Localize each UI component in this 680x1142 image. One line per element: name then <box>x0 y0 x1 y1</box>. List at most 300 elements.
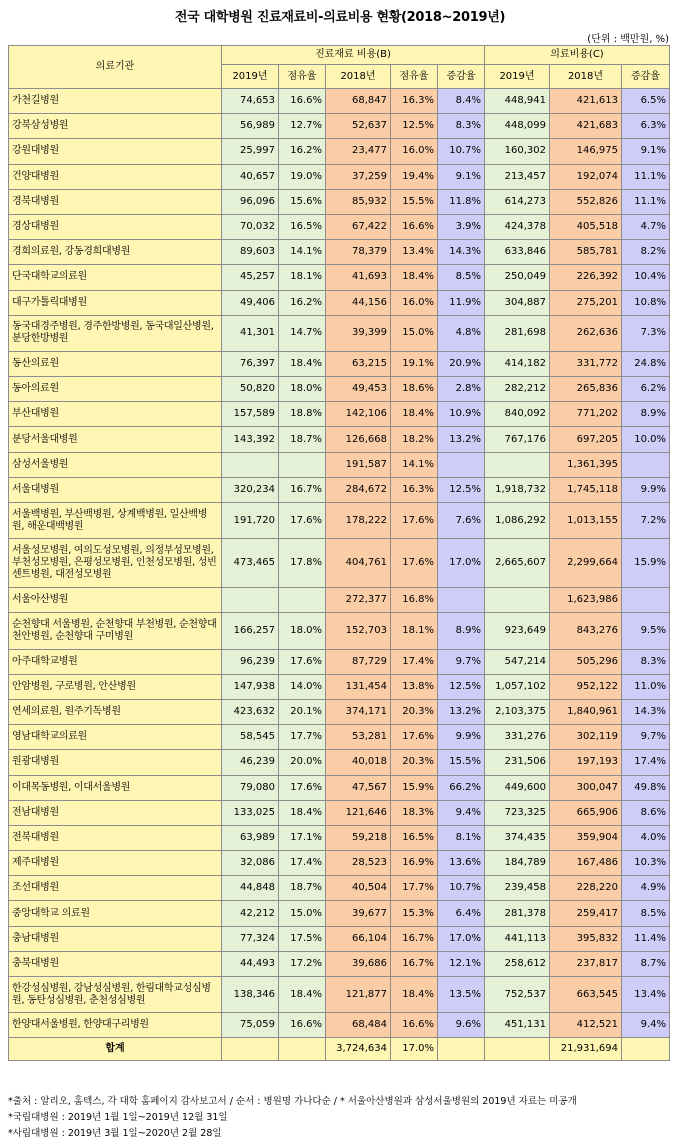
cell-cg: 10.0% <box>622 427 670 452</box>
cell-bg <box>438 588 485 613</box>
cell-b2018: 78,379 <box>326 240 391 265</box>
cell-s2019: 17.6% <box>279 775 326 800</box>
table-row <box>9 452 670 477</box>
cell-bg: 8.1% <box>438 825 485 850</box>
cell-s2018: 13.8% <box>391 674 438 699</box>
cell-s2019: 18.8% <box>279 402 326 427</box>
cell-c2019: 2,103,375 <box>485 699 550 724</box>
table-row <box>9 825 670 850</box>
cell-bg: 14.3% <box>438 240 485 265</box>
cell-c2019: 448,941 <box>485 89 550 114</box>
footnote: *사립대병원 : 2019년 3월 1일~2020년 2월 28일 <box>8 1128 222 1139</box>
cell-s2018: 18.2% <box>391 427 438 452</box>
cell-s2018: 13.4% <box>391 240 438 265</box>
table-row <box>9 315 670 351</box>
cell-c2019: 840,092 <box>485 402 550 427</box>
cell-s2018: 16.5% <box>391 825 438 850</box>
cell-s2018: 17.4% <box>391 649 438 674</box>
cell-s2019: 17.5% <box>279 926 326 951</box>
header-b2018: 2018년 <box>326 65 391 89</box>
cell-c2018: 552,826 <box>550 189 622 214</box>
cell-c2018: 697,205 <box>550 427 622 452</box>
cell-s2019: 15.0% <box>279 901 326 926</box>
cell-cg: 11.1% <box>622 164 670 189</box>
cell-c2019: 441,113 <box>485 926 550 951</box>
institution-name: 전남대병원 <box>9 800 222 825</box>
cell-b2018: 404,761 <box>326 539 391 588</box>
institution-name: 충북대병원 <box>9 951 222 976</box>
institution-name: 서울성모병원, 여의도성모병원, 의정부성모병원, 부천성모병원, 은평성모병원, 인천성모병원, 성빈센트병원, 대전성모병원 <box>9 539 222 588</box>
cell-s2018: 17.6% <box>391 725 438 750</box>
cell-c2018: 228,220 <box>550 876 622 901</box>
cell-b2019: 42,212 <box>222 901 279 926</box>
cell-c2018: 843,276 <box>550 613 622 649</box>
cell-s2018: 16.3% <box>391 477 438 502</box>
institution-name: 원광대병원 <box>9 750 222 775</box>
table-row <box>9 649 670 674</box>
cell-c2019: 1,086,292 <box>485 503 550 539</box>
cell-b2018: 40,018 <box>326 750 391 775</box>
page-title: 전국 대학병원 진료재료비-의료비용 현황(2018~2019년) <box>174 10 506 25</box>
institution-name: 서울대병원 <box>9 477 222 502</box>
cell-bg: 4.8% <box>438 315 485 351</box>
cell-b2018: 272,377 <box>326 588 391 613</box>
cell-c2018: 331,772 <box>550 351 622 376</box>
cell-b2019: 133,025 <box>222 800 279 825</box>
cell-b2019: 25,997 <box>222 139 279 164</box>
table-row <box>9 114 670 139</box>
cell-bg: 9.6% <box>438 1013 485 1038</box>
cell-b2019: 89,603 <box>222 240 279 265</box>
cell-b2018: 191,587 <box>326 452 391 477</box>
cell-s2019: 17.1% <box>279 825 326 850</box>
cell-b2018: 85,932 <box>326 189 391 214</box>
cell-b2019: 96,239 <box>222 649 279 674</box>
cell-bg: 11.9% <box>438 290 485 315</box>
cell-c2019: 239,458 <box>485 876 550 901</box>
cell-b2018: 374,171 <box>326 699 391 724</box>
cell-s2018: 17.6% <box>391 539 438 588</box>
cell-b2018: 37,259 <box>326 164 391 189</box>
cell-c2019: 184,789 <box>485 851 550 876</box>
cell-b2019: 32,086 <box>222 851 279 876</box>
cell-s2018: 16.0% <box>391 290 438 315</box>
cell-c2018: 1,840,961 <box>550 699 622 724</box>
footnotes <box>8 1094 577 1142</box>
institution-name: 서울아산병원 <box>9 588 222 613</box>
header-share2018: 점유율 <box>391 65 438 89</box>
cell-c2019: 547,214 <box>485 649 550 674</box>
cell-s2019: 17.4% <box>279 851 326 876</box>
cell-b2018: 126,668 <box>326 427 391 452</box>
cell-s2018: 18.1% <box>391 613 438 649</box>
cell-s2019: 18.0% <box>279 377 326 402</box>
cell-c2018: 421,683 <box>550 114 622 139</box>
cell-c2019: 304,887 <box>485 290 550 315</box>
cell-b2019: 56,989 <box>222 114 279 139</box>
cell-c2018: 302,119 <box>550 725 622 750</box>
table-row <box>9 800 670 825</box>
table-row <box>9 240 670 265</box>
cell-cg: 8.7% <box>622 951 670 976</box>
cell-b2019 <box>222 452 279 477</box>
cell-bg: 20.9% <box>438 351 485 376</box>
cell-bg: 17.0% <box>438 926 485 951</box>
cell-bg: 9.1% <box>438 164 485 189</box>
table-row <box>9 926 670 951</box>
cell-s2019: 14.1% <box>279 240 326 265</box>
cell-c2019: 414,182 <box>485 351 550 376</box>
cell-b2018: 68,847 <box>326 89 391 114</box>
cell-s2018: 16.6% <box>391 1013 438 1038</box>
cell-c2019: 1,057,102 <box>485 674 550 699</box>
cell-b2019: 75,059 <box>222 1013 279 1038</box>
cell-c2019: 258,612 <box>485 951 550 976</box>
cell-s2018: 14.1% <box>391 452 438 477</box>
cell-s2019: 14.7% <box>279 315 326 351</box>
cell-b2019: 79,080 <box>222 775 279 800</box>
cell-b2019: 191,720 <box>222 503 279 539</box>
table-row <box>9 977 670 1013</box>
footnote: *국립대병원 : 2019년 1월 1일~2019년 12월 31일 <box>8 1112 228 1123</box>
institution-name: 조선대병원 <box>9 876 222 901</box>
cell-bg: 12.5% <box>438 477 485 502</box>
cell-c2019: 282,212 <box>485 377 550 402</box>
cell-c2018: 275,201 <box>550 290 622 315</box>
cell-s2018: 18.4% <box>391 402 438 427</box>
table-row <box>9 290 670 315</box>
total-s2018: 17.0% <box>391 1038 438 1061</box>
cell-s2019: 17.7% <box>279 725 326 750</box>
cell-b2019 <box>222 588 279 613</box>
institution-name: 강북삼성병원 <box>9 114 222 139</box>
cell-b2019: 143,392 <box>222 427 279 452</box>
cell-b2019: 70,032 <box>222 214 279 239</box>
cell-cg: 8.5% <box>622 901 670 926</box>
cell-b2019: 166,257 <box>222 613 279 649</box>
cell-b2018: 66,104 <box>326 926 391 951</box>
table-row <box>9 951 670 976</box>
institution-name: 동아의료원 <box>9 377 222 402</box>
table-row <box>9 214 670 239</box>
cell-b2018: 121,646 <box>326 800 391 825</box>
cell-cg: 8.6% <box>622 800 670 825</box>
cell-b2018: 63,215 <box>326 351 391 376</box>
cell-c2019: 633,846 <box>485 240 550 265</box>
cell-b2018: 59,218 <box>326 825 391 850</box>
cell-bg: 9.9% <box>438 725 485 750</box>
cell-s2018: 16.3% <box>391 89 438 114</box>
cell-c2019: 923,649 <box>485 613 550 649</box>
cell-b2018: 39,686 <box>326 951 391 976</box>
institution-name: 중앙대학교 의료원 <box>9 901 222 926</box>
cell-b2019: 157,589 <box>222 402 279 427</box>
cell-c2018: 300,047 <box>550 775 622 800</box>
cell-b2019: 320,234 <box>222 477 279 502</box>
header-c-growth: 증감율 <box>622 65 670 89</box>
cell-bg: 13.2% <box>438 699 485 724</box>
cell-b2019: 44,848 <box>222 876 279 901</box>
cell-s2019: 15.6% <box>279 189 326 214</box>
cell-s2019: 17.2% <box>279 951 326 976</box>
table-row <box>9 139 670 164</box>
cell-bg: 8.4% <box>438 89 485 114</box>
institution-name: 부산대병원 <box>9 402 222 427</box>
cell-b2018: 53,281 <box>326 725 391 750</box>
cell-b2019: 423,632 <box>222 699 279 724</box>
header-c2018: 2018년 <box>550 65 622 89</box>
cell-s2018: 18.6% <box>391 377 438 402</box>
cell-b2019: 40,657 <box>222 164 279 189</box>
cell-s2019: 16.5% <box>279 214 326 239</box>
cell-c2018: 2,299,664 <box>550 539 622 588</box>
cell-c2019 <box>485 588 550 613</box>
cell-s2019: 18.4% <box>279 977 326 1013</box>
institution-name: 충남대병원 <box>9 926 222 951</box>
cell-c2018: 952,122 <box>550 674 622 699</box>
cell-s2018: 18.4% <box>391 977 438 1013</box>
table-row <box>9 725 670 750</box>
cell-bg: 13.6% <box>438 851 485 876</box>
cell-bg: 12.5% <box>438 674 485 699</box>
cell-s2018: 16.8% <box>391 588 438 613</box>
cell-b2019: 63,989 <box>222 825 279 850</box>
header-medical-cost: 의료비용(C) <box>485 46 670 65</box>
cell-cg: 8.3% <box>622 649 670 674</box>
cell-cg: 6.3% <box>622 114 670 139</box>
cell-c2018: 265,836 <box>550 377 622 402</box>
table-row <box>9 427 670 452</box>
cell-cg: 49.8% <box>622 775 670 800</box>
cell-s2019: 18.4% <box>279 351 326 376</box>
cell-s2019: 19.0% <box>279 164 326 189</box>
cell-cg: 9.7% <box>622 725 670 750</box>
cell-b2018: 39,399 <box>326 315 391 351</box>
cell-c2018: 585,781 <box>550 240 622 265</box>
cell-s2018: 16.7% <box>391 951 438 976</box>
cell-bg: 12.1% <box>438 951 485 976</box>
cell-c2019: 451,131 <box>485 1013 550 1038</box>
cell-s2019: 17.6% <box>279 649 326 674</box>
cell-cg: 6.2% <box>622 377 670 402</box>
institution-name: 건양대병원 <box>9 164 222 189</box>
institution-name: 이대목동병원, 이대서울병원 <box>9 775 222 800</box>
institution-name: 경상대병원 <box>9 214 222 239</box>
cell-cg: 10.3% <box>622 851 670 876</box>
cell-c2019 <box>485 452 550 477</box>
cell-c2018: 665,906 <box>550 800 622 825</box>
cell-c2019: 331,276 <box>485 725 550 750</box>
cell-c2019: 374,435 <box>485 825 550 850</box>
cell-s2019: 16.6% <box>279 89 326 114</box>
cell-s2019: 16.2% <box>279 139 326 164</box>
cell-c2018: 259,417 <box>550 901 622 926</box>
header-c2019: 2019년 <box>485 65 550 89</box>
cell-c2019: 250,049 <box>485 265 550 290</box>
cell-cg: 11.1% <box>622 189 670 214</box>
cell-s2018: 20.3% <box>391 699 438 724</box>
cell-s2018: 15.0% <box>391 315 438 351</box>
cell-s2018: 20.3% <box>391 750 438 775</box>
table-row <box>9 699 670 724</box>
cell-c2018: 505,296 <box>550 649 622 674</box>
cell-c2019: 2,665,607 <box>485 539 550 588</box>
cell-cg: 11.4% <box>622 926 670 951</box>
cell-bg <box>438 452 485 477</box>
cell-c2018: 192,074 <box>550 164 622 189</box>
cell-s2019: 20.1% <box>279 699 326 724</box>
cell-c2019: 213,457 <box>485 164 550 189</box>
cell-c2019: 231,506 <box>485 750 550 775</box>
total-cg <box>622 1038 670 1061</box>
institution-name: 경희의료원, 강동경희대병원 <box>9 240 222 265</box>
cell-cg: 8.9% <box>622 402 670 427</box>
cell-b2018: 284,672 <box>326 477 391 502</box>
cell-c2019: 424,378 <box>485 214 550 239</box>
cell-s2018: 18.3% <box>391 800 438 825</box>
cell-b2019: 74,653 <box>222 89 279 114</box>
cell-bg: 2.8% <box>438 377 485 402</box>
cell-bg: 66.2% <box>438 775 485 800</box>
cell-c2019: 752,537 <box>485 977 550 1013</box>
cell-b2019: 473,465 <box>222 539 279 588</box>
cell-bg: 6.4% <box>438 901 485 926</box>
cell-s2019 <box>279 588 326 613</box>
cell-s2019 <box>279 452 326 477</box>
cell-b2018: 39,677 <box>326 901 391 926</box>
cell-b2018: 47,567 <box>326 775 391 800</box>
cell-cg: 7.2% <box>622 503 670 539</box>
cell-c2018: 1,623,986 <box>550 588 622 613</box>
cell-bg: 9.7% <box>438 649 485 674</box>
cell-b2019: 44,493 <box>222 951 279 976</box>
cell-s2018: 15.9% <box>391 775 438 800</box>
cell-b2019: 46,239 <box>222 750 279 775</box>
cell-b2019: 58,545 <box>222 725 279 750</box>
table-row <box>9 189 670 214</box>
cell-cg: 15.9% <box>622 539 670 588</box>
cell-c2018: 395,832 <box>550 926 622 951</box>
cell-cg <box>622 452 670 477</box>
cell-s2019: 16.2% <box>279 290 326 315</box>
cell-b2018: 67,422 <box>326 214 391 239</box>
cell-cg: 10.4% <box>622 265 670 290</box>
cell-b2019: 147,938 <box>222 674 279 699</box>
cell-b2018: 41,693 <box>326 265 391 290</box>
header-institution: 의료기관 <box>9 46 222 89</box>
cell-s2018: 16.7% <box>391 926 438 951</box>
cell-cg: 9.1% <box>622 139 670 164</box>
institution-name: 제주대병원 <box>9 851 222 876</box>
cell-s2018: 19.4% <box>391 164 438 189</box>
cell-bg: 3.9% <box>438 214 485 239</box>
cell-b2018: 49,453 <box>326 377 391 402</box>
table-row <box>9 477 670 502</box>
cell-cg: 9.9% <box>622 477 670 502</box>
cell-c2019: 614,273 <box>485 189 550 214</box>
cell-s2019: 18.7% <box>279 427 326 452</box>
cell-s2019: 18.7% <box>279 876 326 901</box>
total-c2018: 21,931,694 <box>550 1038 622 1061</box>
institution-name: 안암병원, 구로병원, 안산병원 <box>9 674 222 699</box>
institution-name: 가천길병원 <box>9 89 222 114</box>
cell-b2019: 76,397 <box>222 351 279 376</box>
table-row <box>9 775 670 800</box>
table-row <box>9 89 670 114</box>
cell-s2019: 16.6% <box>279 1013 326 1038</box>
cell-b2018: 52,637 <box>326 114 391 139</box>
total-b2019 <box>222 1038 279 1061</box>
cell-b2018: 44,156 <box>326 290 391 315</box>
cell-b2018: 28,523 <box>326 851 391 876</box>
institution-name: 전북대병원 <box>9 825 222 850</box>
cell-bg: 15.5% <box>438 750 485 775</box>
institution-name: 연세의료원, 원주기독병원 <box>9 699 222 724</box>
cell-bg: 10.9% <box>438 402 485 427</box>
cell-cg <box>622 588 670 613</box>
cell-s2019: 20.0% <box>279 750 326 775</box>
cell-s2019: 18.0% <box>279 613 326 649</box>
header-b-growth: 증감율 <box>438 65 485 89</box>
cell-c2018: 771,202 <box>550 402 622 427</box>
table-row <box>9 851 670 876</box>
cell-s2019: 18.1% <box>279 265 326 290</box>
institution-name: 경북대병원 <box>9 189 222 214</box>
institution-name: 영남대학교의료원 <box>9 725 222 750</box>
table-row <box>9 164 670 189</box>
cell-c2019: 1,918,732 <box>485 477 550 502</box>
cell-c2019: 448,099 <box>485 114 550 139</box>
table-row <box>9 402 670 427</box>
institution-name: 단국대학교의료원 <box>9 265 222 290</box>
cell-bg: 13.5% <box>438 977 485 1013</box>
cell-s2019: 16.7% <box>279 477 326 502</box>
header-share2019: 점유율 <box>279 65 326 89</box>
cell-b2018: 142,106 <box>326 402 391 427</box>
cell-s2018: 17.7% <box>391 876 438 901</box>
cell-bg: 10.7% <box>438 139 485 164</box>
cell-b2019: 49,406 <box>222 290 279 315</box>
institution-name: 분당서울대병원 <box>9 427 222 452</box>
cell-s2018: 16.9% <box>391 851 438 876</box>
total-s2019 <box>279 1038 326 1061</box>
cell-c2018: 262,636 <box>550 315 622 351</box>
institution-name: 한강성심병원, 강남성심병원, 한림대학교성심병원, 동탄성심병원, 춘천성심병원 <box>9 977 222 1013</box>
cell-cg: 6.5% <box>622 89 670 114</box>
table-row <box>9 613 670 649</box>
cell-bg: 13.2% <box>438 427 485 452</box>
cell-cg: 17.4% <box>622 750 670 775</box>
cell-cg: 9.5% <box>622 613 670 649</box>
cell-b2018: 68,484 <box>326 1013 391 1038</box>
table-row <box>9 901 670 926</box>
cell-b2019: 50,820 <box>222 377 279 402</box>
cell-c2019: 723,325 <box>485 800 550 825</box>
cell-bg: 10.7% <box>438 876 485 901</box>
table-row <box>9 351 670 376</box>
cell-cg: 7.3% <box>622 315 670 351</box>
cell-cg: 13.4% <box>622 977 670 1013</box>
cell-s2018: 18.4% <box>391 265 438 290</box>
cell-cg: 4.0% <box>622 825 670 850</box>
cell-bg: 7.6% <box>438 503 485 539</box>
institution-name: 동국대경주병원, 경주한방병원, 동국대일산병원, 분당한방병원 <box>9 315 222 351</box>
cell-s2019: 17.6% <box>279 503 326 539</box>
table-row <box>9 1013 670 1038</box>
cell-c2018: 226,392 <box>550 265 622 290</box>
table-row <box>9 265 670 290</box>
cell-cg: 8.2% <box>622 240 670 265</box>
